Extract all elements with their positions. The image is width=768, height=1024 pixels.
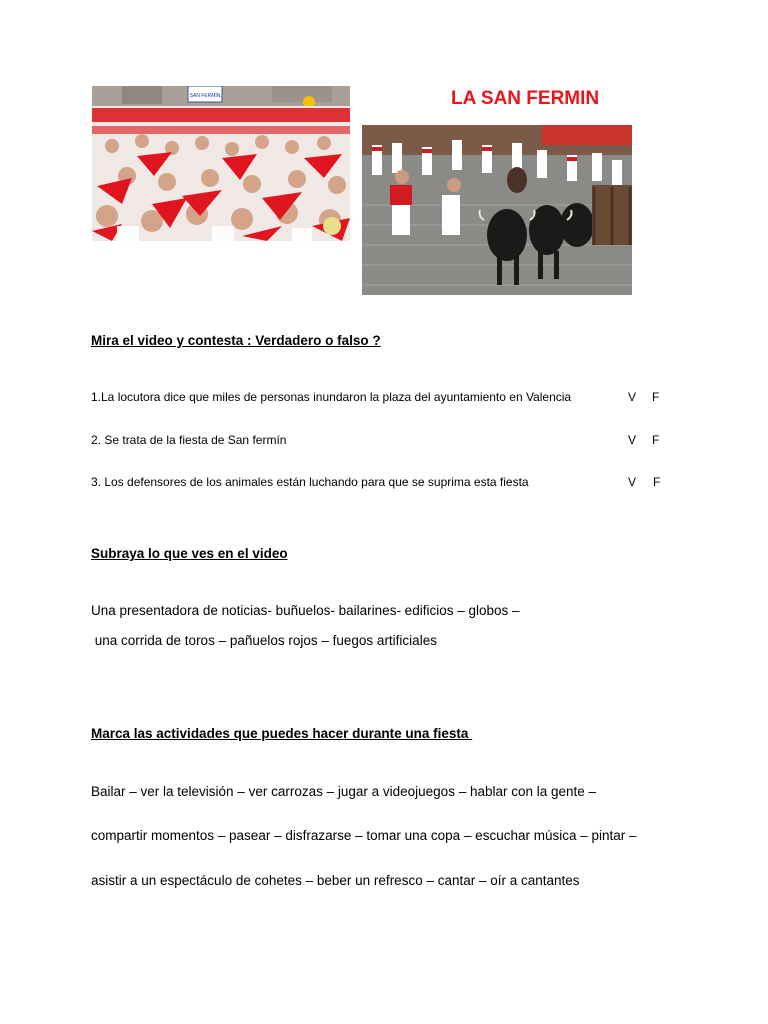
question-3-text: 3. Los defensores de los animales están luchando para que se suprima esta fiesta	[91, 475, 529, 489]
section3-heading: Marca las actividades que puedes hacer durante una fiesta	[91, 726, 473, 741]
section2-line-2: una corrida de toros – pañuelos rojos – fuegos artificiales	[91, 633, 437, 648]
page-title: LA SAN FERMIN	[451, 88, 600, 109]
question-1-false-option[interactable]: F	[652, 390, 660, 404]
question-3-true-option[interactable]: V	[628, 475, 637, 489]
crowd-photo	[92, 86, 350, 241]
section2-heading: Subraya lo que ves en el video	[91, 546, 288, 561]
banner-text: SAN FERMIN	[189, 93, 221, 99]
section2-line-1: Una presentadora de noticias- buñuelos- bailarines- edificios – globos –	[91, 603, 520, 618]
section1-heading: Mira el video y contesta : Verdadero o falso ?	[91, 333, 381, 348]
question-1-true-option[interactable]: V	[628, 390, 637, 404]
section3-line-1: Bailar – ver la televisión – ver carrozas – jugar a videojuegos – hablar con la gente –	[91, 784, 597, 799]
question-2-true-option[interactable]: V	[628, 433, 637, 447]
question-2-text: 2. Se trata de la fiesta de San fermín	[91, 433, 287, 447]
question-2-false-option[interactable]: F	[652, 433, 660, 447]
question-1-text: 1.La locutora dice que miles de personas inundaron la plaza del ayuntamiento en Valencia	[91, 390, 572, 404]
section3-line-3: asistir a un espectáculo de cohetes – beber un refresco – cantar – oír a cantantes	[91, 873, 580, 888]
bull-run-photo	[362, 125, 632, 295]
section3-line-2: compartir momentos – pasear – disfrazarse – tomar una copa – escuchar música – pintar –	[91, 828, 637, 843]
question-3-false-option[interactable]: F	[653, 475, 661, 489]
